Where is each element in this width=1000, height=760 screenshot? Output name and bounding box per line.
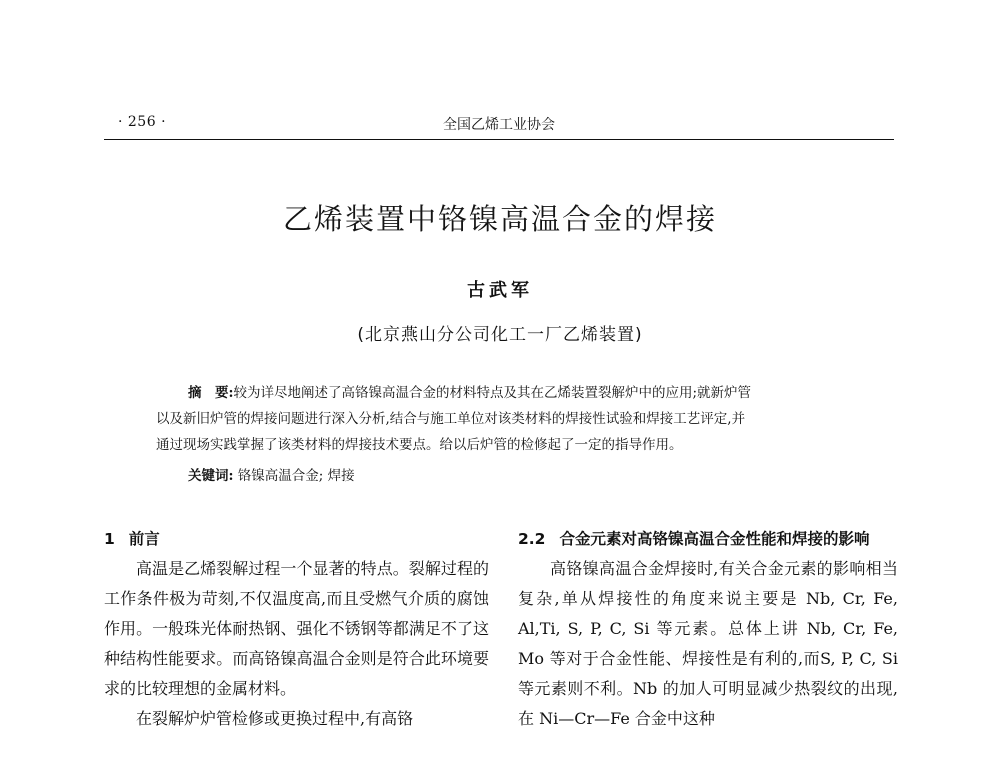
keywords-text: 铬镍高温合金; 焊接 — [237, 468, 355, 484]
section-heading-1 — [104, 524, 489, 554]
section-number: 2.2 — [518, 530, 546, 548]
section-title: 合金元素对高铬镍高温合金性能和焊接的影响 — [559, 530, 870, 548]
body-paragraph: 在裂解炉炉管检修或更换过程中,有高铬 — [136, 709, 414, 728]
author-name: 古武军 — [467, 280, 533, 301]
keywords — [188, 464, 355, 484]
running-header — [104, 112, 894, 138]
page-number: · 256 · — [118, 114, 167, 130]
abstract-text-line-2: 以及新旧炉管的焊接问题进行深入分析,结合与施工单位对该类材料的焊接性试验和焊接工艺评定,并 — [156, 411, 746, 427]
section-heading-2-2 — [518, 524, 898, 554]
body-paragraph: 高温是乙烯裂解过程一个显著的特点。裂解过程的工作条件极为苛刻,不仅温度高,而且受燃气介质的腐蚀作用。一般珠光体耐热钢、强化不锈钢等都满足不了这种结构性能要求。而高铬镍高温合金则是符合此环境要求的比较理想的金属材料。 — [104, 559, 489, 698]
journal-name: 全国乙烯工业协会 — [443, 117, 555, 133]
right-column — [518, 524, 898, 734]
abstract — [156, 380, 846, 458]
abstract-text-line-3: 通过现场实践掌握了该类材料的焊接技术要点。给以后炉管的检修起了一定的指导作用。 — [156, 437, 683, 453]
header-rule — [104, 139, 894, 140]
left-column — [104, 524, 489, 734]
abstract-text-line-1: 较为详尽地阐述了高铬镍高温合金的材料特点及其在乙烯装置裂解炉中的应用;就新炉管 — [233, 385, 752, 401]
section-number: 1 — [104, 530, 115, 548]
keywords-label: 关键词: — [188, 468, 234, 484]
abstract-label: 摘 要: — [188, 385, 234, 401]
article-title: 乙烯装置中铬镍高温合金的焊接 — [282, 202, 717, 236]
author-affiliation: (北京燕山分公司化工一厂乙烯装置) — [357, 325, 643, 345]
body-paragraph: 高铬镍高温合金焊接时,有关合金元素的影响相当复杂,单从焊接性的角度来说主要是 Nb, Cr, Fe, Al,Ti, S, P, C, Si 等元素。总体上讲 Nb, Cr, Fe, Mo 等对于合金性能、焊接性是有利的,而S, P, C, Si 等元素则不利。Nb 的加人可明显减少热裂纹的出现,在 Ni—Cr—Fe 合金中这种 — [518, 559, 898, 728]
section-title: 前言 — [128, 530, 160, 548]
